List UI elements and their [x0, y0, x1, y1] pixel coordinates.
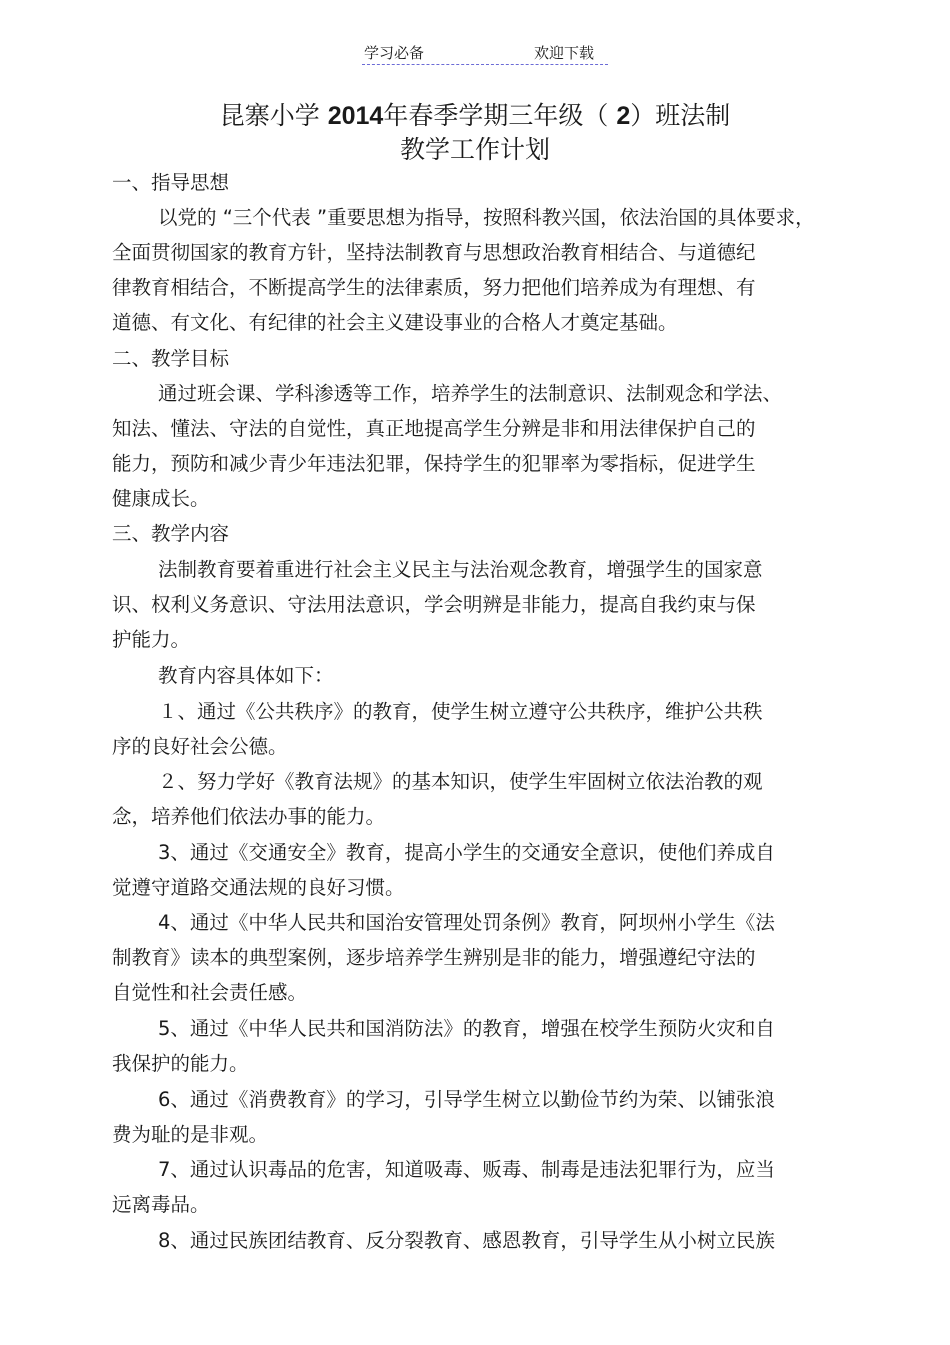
- paragraph-line: 全面贯彻国家的教育方针，坚持法制教育与思想政治教育相结合、与道德纪: [112, 241, 756, 264]
- list-item-5-line: 我保护的能力。: [112, 1052, 249, 1075]
- title-year: 2014: [327, 102, 384, 130]
- list-item-2-line: ２、努力学好《教育法规》的基本知识，使学生牢固树立依法治教的观: [158, 770, 763, 793]
- list-item-7-line: 远离毒品。: [112, 1193, 210, 1216]
- paragraph-line: 知法、懂法、守法的自觉性，真正地提高学生分辨是非和用法律保护自己的: [112, 417, 756, 440]
- title-school: 昆寨小学: [219, 101, 320, 130]
- list-item-6-line: 费为耻的是非观。: [112, 1123, 269, 1146]
- paragraph-line: 法制教育要着重进行社会主义民主与法治观念教育，增强学生的国家意: [158, 558, 763, 581]
- list-item-7-line: 7、通过认识毒品的危害，知道吸毒、贩毒、制毒是违法犯罪行为，应当: [158, 1158, 775, 1181]
- paragraph-line: 通过班会课、学科渗透等工作，培养学生的法制意识、法制观念和学法、: [158, 382, 783, 405]
- section-heading-teaching-goals: 二、教学目标: [112, 347, 230, 370]
- paragraph-line: 护能力。: [112, 628, 191, 651]
- list-item-2-line: 念，培养他们依法办事的能力。: [112, 805, 386, 828]
- list-item-8-line: 8、通过民族团结教育、反分裂教育、感恩教育，引导学生从小树立民族: [158, 1229, 775, 1252]
- paragraph-line: 能力，预防和减少青少年违法犯罪，保持学生的犯罪率为零指标，促进学生: [112, 452, 756, 475]
- list-item-4-line: 制教育》读本的典型案例，逐步培养学生辨别是非的能力，增强遵纪守法的: [112, 946, 756, 969]
- page-header: [362, 42, 608, 65]
- header-right-text: 欢迎下载: [534, 44, 595, 62]
- list-item-5-line: 5、通过《中华人民共和国消防法》的教育，增强在校学生预防火灾和自: [158, 1017, 775, 1040]
- title-class-number: 2: [616, 102, 631, 130]
- paragraph-line: 道德、有文化、有纪律的社会主义建设事业的合格人才奠定基础。: [112, 311, 678, 334]
- section-heading-guiding-ideology: 一、指导思想: [112, 171, 230, 194]
- paragraph-line: 识、权利义务意识、守法用法意识，学会明辨是非能力，提高自我约束与保: [112, 593, 756, 616]
- paragraph-line: 律教育相结合，不断提高学生的法律素质，努力把他们培养成为有理想、有: [112, 276, 756, 299]
- list-item-3-line: 觉遵守道路交通法规的良好习惯。: [112, 876, 405, 899]
- document-title-line-1: [0, 96, 950, 132]
- list-item-1-line: 序的良好社会公德。: [112, 735, 288, 758]
- list-item-6-line: 6、通过《消费教育》的学习，引导学生树立以勤俭节约为荣、以铺张浪: [158, 1088, 775, 1111]
- list-item-3-line: 3、通过《交通安全》教育，提高小学生的交通安全意识，使他们养成自: [158, 841, 775, 864]
- header-left-text: 学习必备: [364, 44, 425, 62]
- title-middle: 年春季学期三年级（: [383, 101, 609, 130]
- paragraph-line: 以党的 “三个代表 ”重要思想为指导，按照科教兴国，依法治国的具体要求，: [158, 206, 815, 229]
- document-title-line-2: 教学工作计划: [399, 135, 550, 164]
- paragraph-line: 教育内容具体如下：: [158, 664, 334, 687]
- title-end: ）班法制: [630, 101, 731, 130]
- list-item-4-line: 自觉性和社会责任感。: [112, 981, 308, 1004]
- section-heading-teaching-content: 三、教学内容: [112, 522, 230, 545]
- list-item-1-line: １、通过《公共秩序》的教育，使学生树立遵守公共秩序，维护公共秩: [158, 700, 763, 723]
- paragraph-line: 健康成长。: [112, 487, 210, 510]
- list-item-4-line: 4、通过《中华人民共和国治安管理处罚条例》教育，阿坝州小学生《法: [158, 911, 775, 934]
